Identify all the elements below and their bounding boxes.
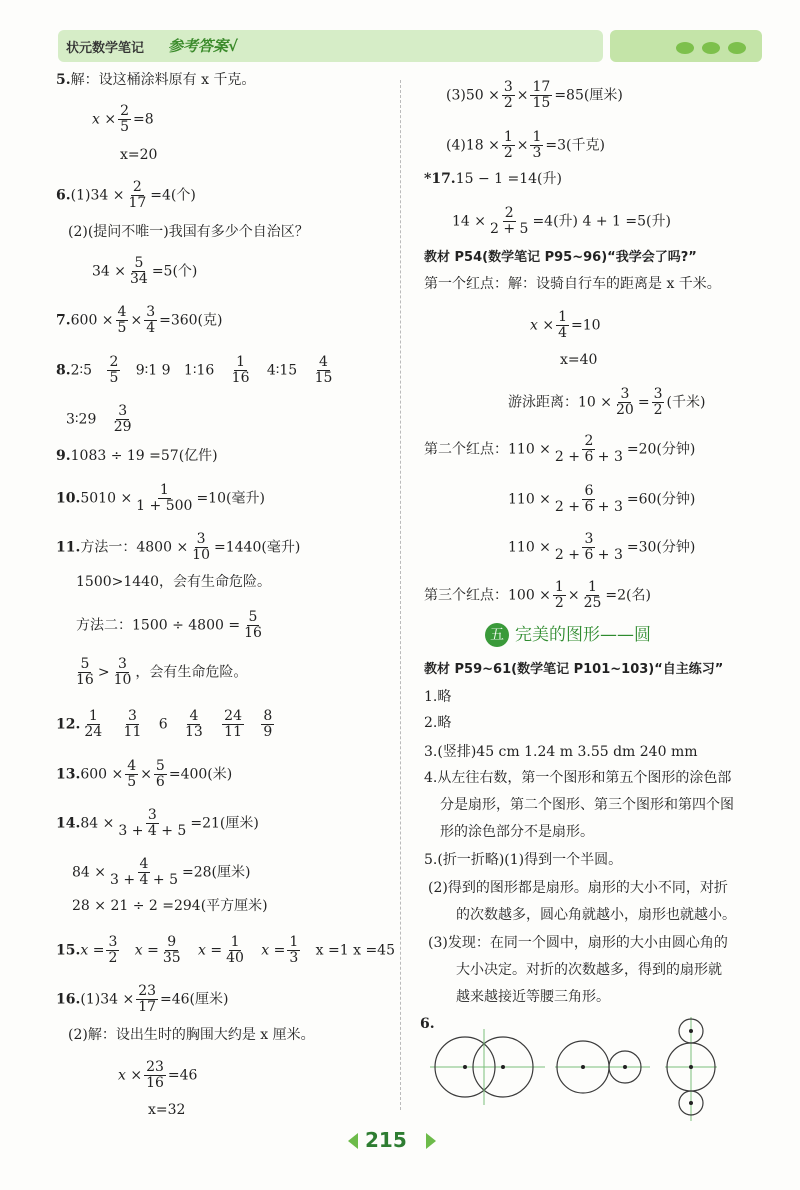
prev-page-arrow-icon — [348, 1133, 358, 1149]
column-divider — [400, 80, 401, 1110]
answer-4-line1: 4.从左往右数，第一个图形和第五个图形的涂色部 — [424, 770, 732, 786]
red2-line2: 110 × $\frac{6}{2 + 6 + 3}$ =60(分钟) — [508, 483, 696, 515]
q14-line3: 28 × 21 ÷ 2 =294(平方厘米) — [72, 898, 268, 914]
q6-line2: (2)(提问不唯一)我国有多少个自治区？ — [68, 224, 309, 240]
q16-line1: 16.(1)34 × $\frac{23}{17}$ =46(厘米) — [56, 983, 229, 1015]
textbook-ref-1: 教材 P54(数学笔记 P95~96)“我学会了吗?” — [424, 250, 697, 265]
next-page-arrow-icon — [426, 1133, 436, 1149]
answer-3: 3.(竖排)45 cm 1.24 m 3.55 dm 240 mm — [424, 744, 698, 760]
section-badge: 五 — [485, 623, 509, 647]
answer-5-line4: (3)发现：在同一个圆中，扇形的大小由圆心角的 — [428, 935, 728, 951]
answer-4-line2: 分是扇形，第二个图形、第三个图形和第四个图 — [440, 797, 734, 813]
q17-line2: 14 × $\frac{2}{2 + 5}$ =4(升) 4 + 1 =5(升) — [452, 205, 671, 237]
r4-line: (4)18 × $\frac{1}{2}$ × $\frac{1}{3}$ =3(千克) — [446, 129, 605, 161]
q10-line: 10.5010 × $\frac{1}{1 + 500}$ =10(毫升) — [56, 482, 265, 514]
decor-dot — [676, 42, 694, 54]
answer-5-line3: 的次数越多，圆心角就越小，扇形也就越小。 — [456, 907, 736, 923]
q5-head-line: 5.解：设这桶涂料原有 x 千克。 — [56, 72, 256, 88]
red2-line1: 第二个红点：110 × $\frac{2}{2 + 6 + 3}$ =20(分钟) — [424, 433, 696, 465]
circle-center — [581, 1065, 585, 1069]
red3-line1: 第三个红点：100 × $\frac{1}{2}$ × $\frac{1}{25}$ =2(名) — [424, 579, 651, 611]
q9-line: 9.1083 ÷ 19 =57(亿件) — [56, 448, 218, 464]
circle-center — [689, 1101, 693, 1105]
red1-line2: x × $\frac{1}{4}$ =10 — [530, 309, 601, 341]
q8-line1: 8.2∶5 $\frac{2}{5}$ 9∶1 9 1∶16 $\frac{1}{16}$ 4∶15 $\frac{4}{15}$ — [56, 354, 333, 386]
answer-2: 2.略 — [424, 715, 452, 731]
q14-line2: 84 × $\frac{4}{3 + 4 + 5}$ =28(厘米) — [72, 856, 251, 888]
q14-line1: 14.84 × $\frac{3}{3 + 4 + 5}$ =21(厘米) — [56, 807, 259, 839]
answer-4-line3: 形的涂色部分不是扇形。 — [440, 824, 594, 840]
circle-center — [463, 1065, 467, 1069]
answer-5-line5: 大小决定。对折的次数越多，得到的扇形就 — [456, 962, 722, 978]
q16-line3: x × $\frac{23}{16}$ =46 — [118, 1059, 198, 1091]
q11-line2: 1500>1440，会有生命危险。 — [76, 574, 271, 590]
r3-line: (3)50 × $\frac{3}{2}$ × $\frac{17}{15}$ =85(厘米) — [446, 79, 623, 111]
red1-line1: 第一个红点：解：设骑自行车的距离是 x 千米。 — [424, 276, 721, 292]
header-answers-label: 参考答案√ — [168, 37, 239, 55]
q7-line: 7.600 × $\frac{4}{5}$ × $\frac{3}{4}$ =360(克) — [56, 304, 223, 336]
answer-5-line1: 5.(折一折略)(1)得到一个半圆。 — [424, 852, 623, 868]
q12-line: 12. $\frac{1}{24}$ $\frac{3}{11}$ 6 $\frac{4}{13}$ $\frac{24}{11}$ $\frac{8}{9}$ — [56, 708, 273, 740]
q5-eq1: x × $\frac{2}{5}$ =8 — [92, 103, 154, 135]
header-title: 状元数学笔记 — [66, 41, 145, 56]
q16-line2: (2)解：设出生时的胸围大约是 x 厘米。 — [68, 1027, 315, 1043]
q11-line4: $\frac{5}{16}$ > $\frac{3}{10}$ ，会有生命危险。 — [76, 656, 248, 688]
answer-5-line6: 越来越接近等腰三角形。 — [456, 989, 610, 1005]
q6-line1: 6.(1)34 × $\frac{2}{17}$ =4(个) — [56, 179, 196, 211]
q8-line2: 3∶29 $\frac{3}{29}$ — [66, 403, 132, 435]
q5-eq2: x=20 — [120, 147, 158, 163]
q13-line: 13.600 × $\frac{4}{5}$ × $\frac{5}{6}$ =400(米) — [56, 758, 233, 790]
textbook-ref-2: 教材 P59~61(数学笔记 P101~103)“自主练习” — [424, 662, 724, 677]
decor-dot — [728, 42, 746, 54]
q11-line3: 方法二：1500 ÷ 4800 = $\frac{5}{16}$ — [76, 609, 262, 641]
q6-line3: 34 × $\frac{5}{34}$ =5(个) — [92, 255, 198, 287]
circles-figure — [425, 1015, 725, 1125]
section-title: 五 完美的图形——圆 — [485, 620, 651, 647]
answer-5-line2: (2)得到的图形都是扇形。扇形的大小不同，对折 — [428, 880, 728, 896]
answer-6-label: 6. — [420, 1016, 435, 1032]
circle-center — [623, 1065, 627, 1069]
q15-line: 15.x = $\frac{3}{2}$ x = $\frac{9}{35}$ x = $\frac{1}{40}$ x = $\frac{1}{3}$ x =1 x =45 — [56, 934, 395, 966]
decor-dot — [702, 42, 720, 54]
q11-line1: 11.方法一：4800 × $\frac{3}{10}$ =1440(毫升) — [56, 531, 301, 563]
circle-center — [689, 1029, 693, 1033]
red1-line3: x=40 — [560, 352, 598, 368]
red2-line3: 110 × $\frac{3}{2 + 6 + 3}$ =30(分钟) — [508, 531, 696, 563]
answer-1: 1.略 — [424, 689, 452, 705]
q16-line4: x=32 — [148, 1102, 186, 1118]
circle-center — [689, 1065, 693, 1069]
red1-line4: 游泳距离：10 × $\frac{3}{20}$ = $\frac{3}{2}$ (千米) — [508, 386, 706, 418]
circle-center — [501, 1065, 505, 1069]
page-number: 215 — [365, 1128, 407, 1152]
q17-line1: *17.15 − 1 =14(升) — [424, 171, 562, 187]
